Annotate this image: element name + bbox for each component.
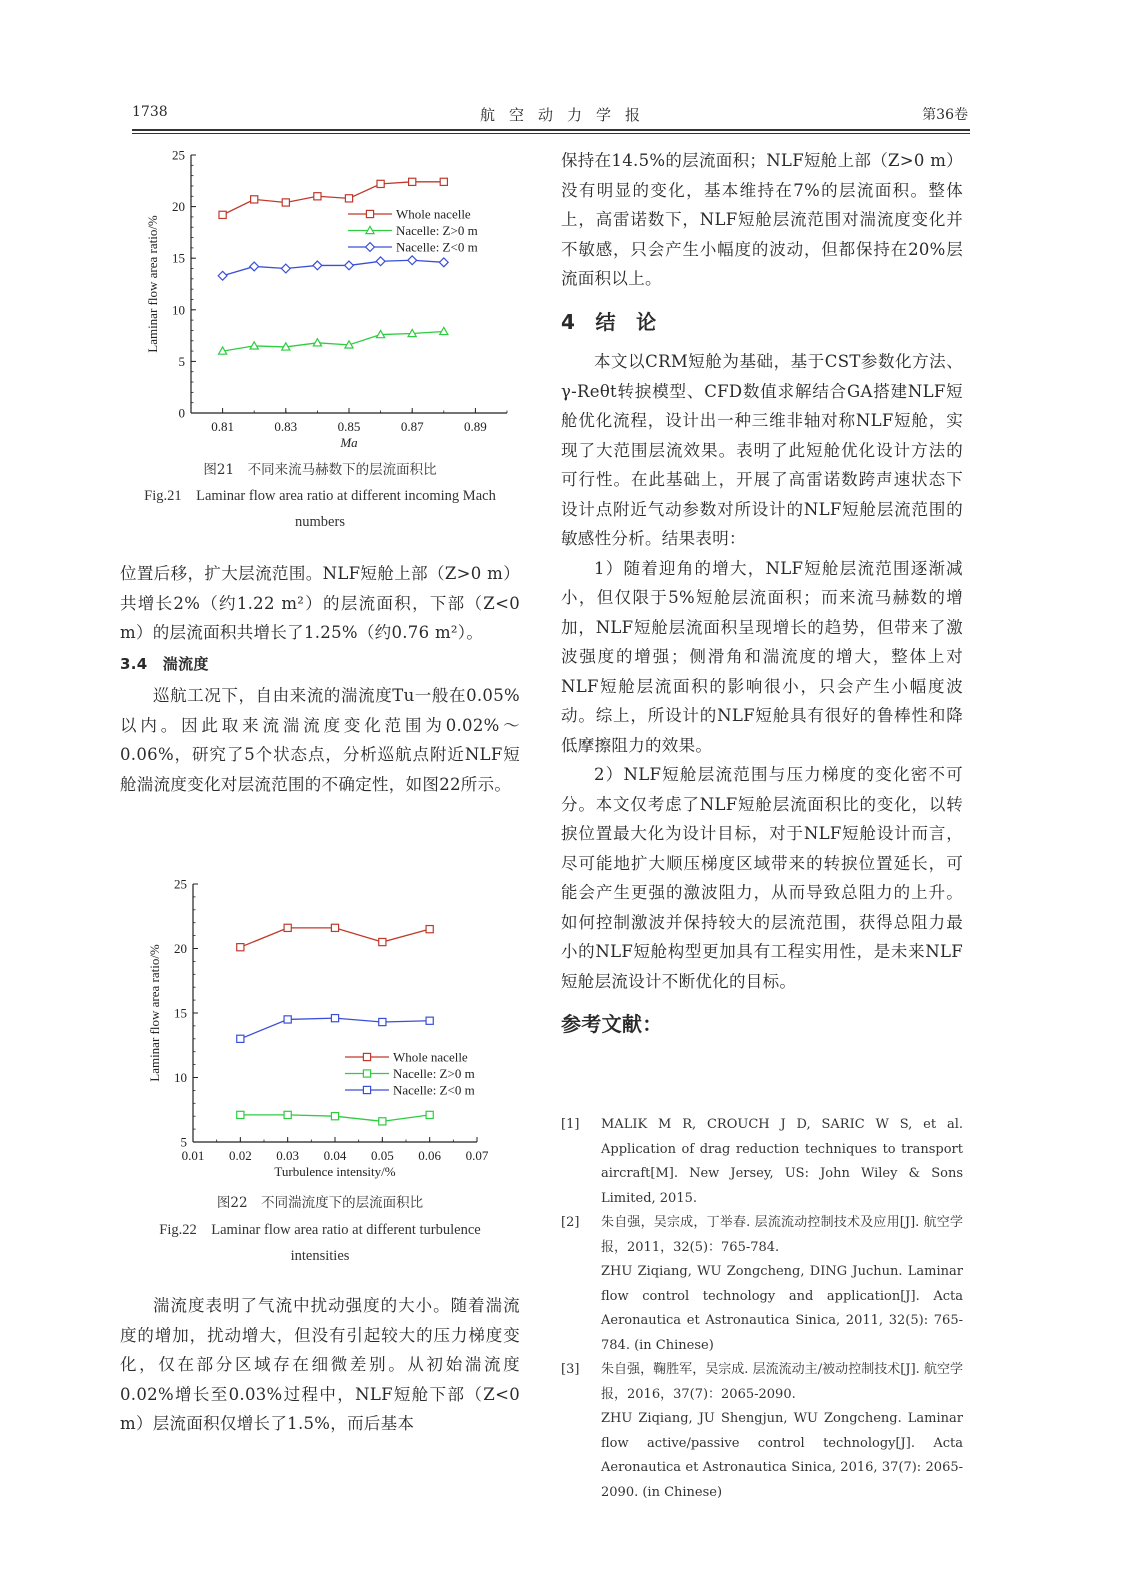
- paragraph: 本文以CRM短舱为基础，基于CST参数化方法、γ-Reθt转捩模型、CFD数值求解结合GA搭建NLF短舱优化流程，设计出一种三维非轴对称NLF短舱，实现了大范围层流效果。表明了此短舱优化设计方法的可行性。在此基础上，开展了高雷诺数跨声速状态下设计点附近气动参数对所设计的NLF短舱层流范围的敏感性分析。结果表明：: [561, 352, 963, 548]
- figure-21-caption-zh: 图21 不同来流马赫数下的层流面积比: [203, 462, 437, 478]
- legend-label: Nacelle: Z<0 m: [396, 239, 478, 255]
- legend-label: Nacelle: Z>0 m: [393, 1066, 475, 1081]
- data-point: [426, 1017, 433, 1024]
- x-tick-label: 0.85: [337, 419, 361, 434]
- data-point: [345, 261, 354, 270]
- x-tick-label: 0.05: [370, 1148, 394, 1163]
- data-point: [284, 1016, 291, 1023]
- x-tick-label: 0.87: [400, 419, 424, 434]
- y-tick-label: 20: [174, 941, 187, 956]
- volume-label: 第36卷: [922, 107, 968, 123]
- reference-number: [3]: [561, 1362, 580, 1377]
- data-point: [237, 1111, 244, 1118]
- reference-number: [2]: [561, 1215, 580, 1230]
- data-point: [440, 327, 448, 334]
- left-column-top: [120, 559, 520, 799]
- data-point: [440, 178, 447, 185]
- reference-number: [1]: [561, 1117, 580, 1132]
- y-axis-label: Laminar flow area ratio/%: [145, 215, 160, 353]
- x-tick-label: 0.01: [181, 1148, 205, 1163]
- x-tick-label: 0.03: [276, 1148, 300, 1163]
- data-point: [251, 196, 258, 203]
- data-point: [379, 938, 386, 945]
- data-point: [363, 1053, 370, 1060]
- data-point: [363, 1086, 370, 1093]
- y-tick-label: 15: [172, 250, 185, 266]
- data-point: [237, 1035, 244, 1042]
- data-point: [331, 1113, 338, 1120]
- data-point: [376, 257, 385, 266]
- figure-21-caption-en: Fig.21 Laminar flow area ratio at different incoming Mach numbers: [144, 488, 496, 530]
- data-point: [366, 210, 373, 217]
- data-point: [439, 258, 448, 267]
- data-point: [426, 926, 433, 933]
- paragraph: 巡航工况下，自由来流的湍流度Tu一般在0.05%以内。因此取来流湍流度变化范围为0.02%～0.06%，研究了5个状态点，分析巡航点附近NLF短舱湍流度变化对层流范围的不确定性，如图22所示。: [120, 686, 520, 794]
- x-tick-label: 0.81: [211, 419, 234, 434]
- paragraph: 湍流度表明了气流中扰动强度的大小。随着湍流度的增加，扰动增大，但没有引起较大的压力梯度变化，仅在部分区域存在细微差别。从初始湍流度0.02%增长至0.03%过程中，NLF短舱下部（Z<0 m）层流面积仅增长了1.5%，而后基本: [120, 1296, 520, 1433]
- figure-21-svg: [140, 142, 520, 457]
- x-tick-label: 0.07: [465, 1148, 489, 1163]
- reference-text: 朱自强，吴宗成，丁举春. 层流流动控制技术及应用[J]. 航空学报，2011，32(5)：765-784.: [601, 1215, 963, 1255]
- figure-22-caption-en: Fig.22 Laminar flow area ratio at different turbulence intensities: [159, 1222, 481, 1264]
- data-point: [345, 195, 352, 202]
- reference-item: [561, 1211, 963, 1358]
- data-point: [379, 1118, 386, 1125]
- x-axis-label: Ma: [340, 435, 358, 450]
- header-rule-thin: [132, 133, 970, 134]
- right-column: [561, 146, 963, 1050]
- data-point: [219, 211, 226, 218]
- figure-21-chart: [140, 142, 520, 457]
- data-point: [408, 256, 417, 265]
- x-tick-label: 0.02: [228, 1148, 252, 1163]
- data-point: [377, 180, 384, 187]
- figure-22-svg: [140, 870, 520, 1188]
- figure-22-caption-zh: 图22 不同湍流度下的层流面积比: [216, 1195, 424, 1211]
- reference-text: 朱自强，鞠胜军，吴宗成. 层流流动主/被动控制技术[J]. 航空学报，2016，37(7)：2065-2090.: [601, 1362, 963, 1402]
- paragraph: 1）随着迎角的增大，NLF短舱层流范围逐渐减小，但仅限于5%短舱层流面积；而来流马赫数的增加，NLF短舱层流面积呈现增长的趋势，但带来了激波强度的增强；侧滑角和湍流度的增大，整体上对NLF短舱层流面积的影响很小，只会产生小幅度波动。综上，所设计的NLF短舱具有很好的鲁棒性和降低摩擦阻力的效果。: [561, 558, 963, 755]
- journal-title: 航空动力学报: [479, 106, 654, 124]
- data-point: [281, 264, 290, 273]
- data-point: [218, 271, 227, 280]
- data-point: [366, 243, 375, 252]
- reference-text-en: ZHU Ziqiang, WU Zongcheng, DING Juchun. Laminar flow control technology and application[J]. Acta Aeronautica et Astronautica Sinica, 2011, 32(5): 765-784. (in Chinese): [601, 1264, 963, 1353]
- reference-item: [561, 1113, 963, 1211]
- data-point: [282, 199, 289, 206]
- data-point: [313, 261, 322, 270]
- section-heading: 4 结 论: [561, 309, 657, 334]
- references-heading: 参考文献：: [561, 1012, 663, 1036]
- legend-label: Nacelle: Z>0 m: [396, 223, 478, 238]
- data-point: [284, 1111, 291, 1118]
- y-tick-label: 25: [172, 147, 185, 163]
- paragraph: 位置后移，扩大层流范围。NLF短舱上部（Z>0 m）共增长2%（约1.22 m²）的层流面积，下部（Z<0 m）的层流面积共增长了1.25%（约0.76 m²）。: [120, 564, 520, 642]
- header-rule: [132, 129, 970, 131]
- left-column-bottom: [120, 1291, 520, 1439]
- reference-text-en: ZHU Ziqiang, JU Shengjun, WU Zongcheng. Laminar flow active/passive control technology[J]. Acta Aeronautica et Astronautica Sinica, 2016, 37(7): 2065-2090. (in Chinese): [601, 1411, 963, 1500]
- data-point: [426, 1111, 433, 1118]
- y-tick-label: 5: [180, 1134, 187, 1150]
- references-list: [561, 1113, 963, 1505]
- legend-label: Whole nacelle: [393, 1049, 468, 1065]
- page-number: 1738: [132, 104, 168, 120]
- x-tick-label: 0.06: [418, 1148, 442, 1163]
- reference-item: [561, 1358, 963, 1505]
- y-axis-label: Laminar flow area ratio/%: [147, 944, 162, 1082]
- x-tick-label: 0.83: [274, 419, 298, 434]
- x-axis-label: Turbulence intensity/%: [274, 1164, 396, 1179]
- y-tick-label: 5: [178, 353, 185, 369]
- y-tick-label: 0: [178, 405, 185, 421]
- subsection-heading: 3.4 湍流度: [120, 654, 209, 673]
- data-point: [363, 1070, 370, 1077]
- legend-label: Whole nacelle: [396, 206, 471, 222]
- paragraph: 保持在14.5%的层流面积；NLF短舱上部（Z>0 m）没有明显的变化，基本维持在7%的层流面积。整体上，高雷诺数下，NLF短舱层流范围对湍流度变化并不敏感，只会产生小幅度的波动，但都保持在20%层流面积以上。: [561, 151, 963, 288]
- data-point: [409, 178, 416, 185]
- figure-22-chart: [140, 870, 520, 1188]
- data-point: [379, 1018, 386, 1025]
- y-tick-label: 10: [172, 302, 185, 318]
- data-point: [331, 924, 338, 931]
- data-point: [237, 944, 244, 951]
- reference-text: MALIK M R, CROUCH J D, SARIC W S, et al. Application of drag reduction techniques to transport aircraft[M]. New Jersey, US: John Wiley & Sons Limited, 2015.: [601, 1117, 963, 1206]
- data-point: [314, 193, 321, 200]
- data-point: [331, 1015, 338, 1022]
- data-point: [250, 262, 259, 271]
- y-tick-label: 15: [174, 1005, 187, 1021]
- y-tick-label: 25: [174, 876, 187, 892]
- y-tick-label: 10: [174, 1070, 187, 1085]
- legend-label: Nacelle: Z<0 m: [393, 1082, 475, 1098]
- y-tick-label: 20: [172, 199, 185, 215]
- data-point: [284, 924, 291, 931]
- paragraph: 2）NLF短舱层流范围与压力梯度的变化密不可分。本文仅考虑了NLF短舱层流面积比的变化，以转捩位置最大化为设计目标，对于NLF短舱设计而言，尽可能地扩大顺压梯度区域带来的转捩位置延长，可能会产生更强的激波阻力，从而导致总阻力的上升。如何控制激波并保持较大的层流范围，获得总阻力最小的NLF短舱构型更加具有工程实用性，是未来NLF短舱层流设计不断优化的目标。: [561, 765, 963, 991]
- x-tick-label: 0.04: [323, 1148, 347, 1163]
- x-tick-label: 0.89: [464, 419, 487, 434]
- data-point: [313, 339, 321, 346]
